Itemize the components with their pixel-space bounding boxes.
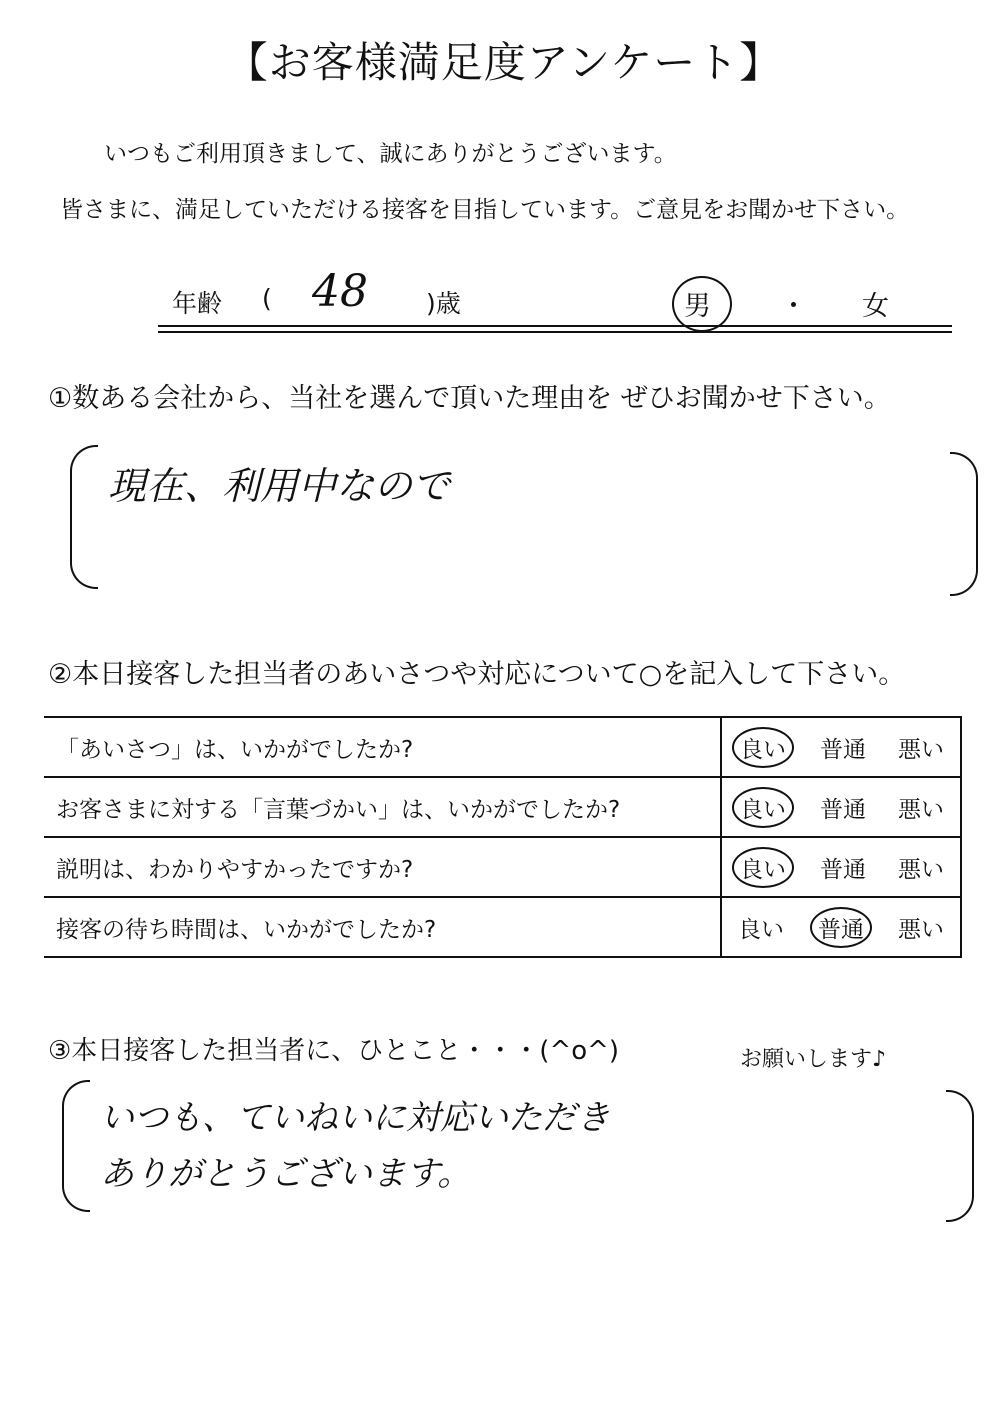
rating-table [44,716,962,958]
q2-label: ②本日接客した担当者のあいさつや対応について○を記入して下さい。 [48,659,906,690]
rating-option-good[interactable]: 良い [732,787,794,828]
rating-question: 説明は、わかりやすかったですか? [44,837,721,897]
rating-option-bad[interactable]: 悪い [898,916,944,943]
age-close-label: )歳 [426,289,461,318]
q1-label: ①数ある会社から、当社を選んで頂いた理由を ぜひお聞かせ下さい。 [48,383,891,414]
rating-question: 接客の待ち時間は、いかがでしたか? [44,897,721,957]
rating-options [721,777,961,837]
gender-female[interactable]: 女 [862,291,889,322]
rating-row [44,777,961,837]
rating-option-bad[interactable]: 悪い [898,796,944,823]
intro-line-2: 皆さまに、満足していただける接客を目指しています。ご意見をお聞かせ下さい。 [60,197,910,223]
rating-option-average[interactable]: 普通 [810,907,872,948]
rating-option-average[interactable]: 普通 [820,856,866,883]
rating-option-bad[interactable]: 悪い [898,856,944,883]
survey-title: 【お客様満足度アンケート】 [225,38,783,87]
gender-male[interactable]: 男 [684,291,711,322]
gender-separator: ・ [780,291,807,322]
age-label: 年齢 [172,289,223,318]
rating-question: 「あいさつ」は、いかがでしたか? [44,717,721,777]
q3-label: ③本日接客した担当者に、ひとこと・・・(^o^) [48,1036,620,1066]
rating-option-average[interactable]: 普通 [820,796,866,823]
rating-option-good[interactable]: 良い [732,847,794,888]
q1-bracket-right [950,452,978,596]
q3-answer-line-1[interactable]: いつも、ていねいに対応いただき [100,1098,610,1138]
age-value[interactable]: 48 [312,266,368,317]
q3-bracket-right [946,1090,974,1222]
q3-note: お願いします♪ [740,1047,887,1072]
rating-question: お客さまに対する「言葉づかい」は、いかがでしたか? [44,777,721,837]
intro-line-1: いつもご利用頂きまして、誠にありがとうございます。 [104,141,677,167]
rating-options [721,717,961,777]
rating-option-good[interactable]: 良い [732,727,794,768]
q3-bracket-left [62,1080,90,1212]
rating-row [44,897,961,957]
rating-options [721,837,961,897]
age-underline-2 [158,331,952,333]
rating-row [44,837,961,897]
rating-options [721,897,961,957]
q3-answer-line-2[interactable]: ありがとうございます。 [100,1154,472,1194]
age-underline [158,325,952,327]
rating-row [44,717,961,777]
age-open-paren: ( [262,284,272,313]
rating-option-good[interactable]: 良い [738,916,784,943]
q1-answer[interactable]: 現在、利用中なので [108,464,451,508]
rating-option-average[interactable]: 普通 [820,736,866,763]
rating-option-bad[interactable]: 悪い [898,736,944,763]
q1-bracket-left [70,445,98,589]
